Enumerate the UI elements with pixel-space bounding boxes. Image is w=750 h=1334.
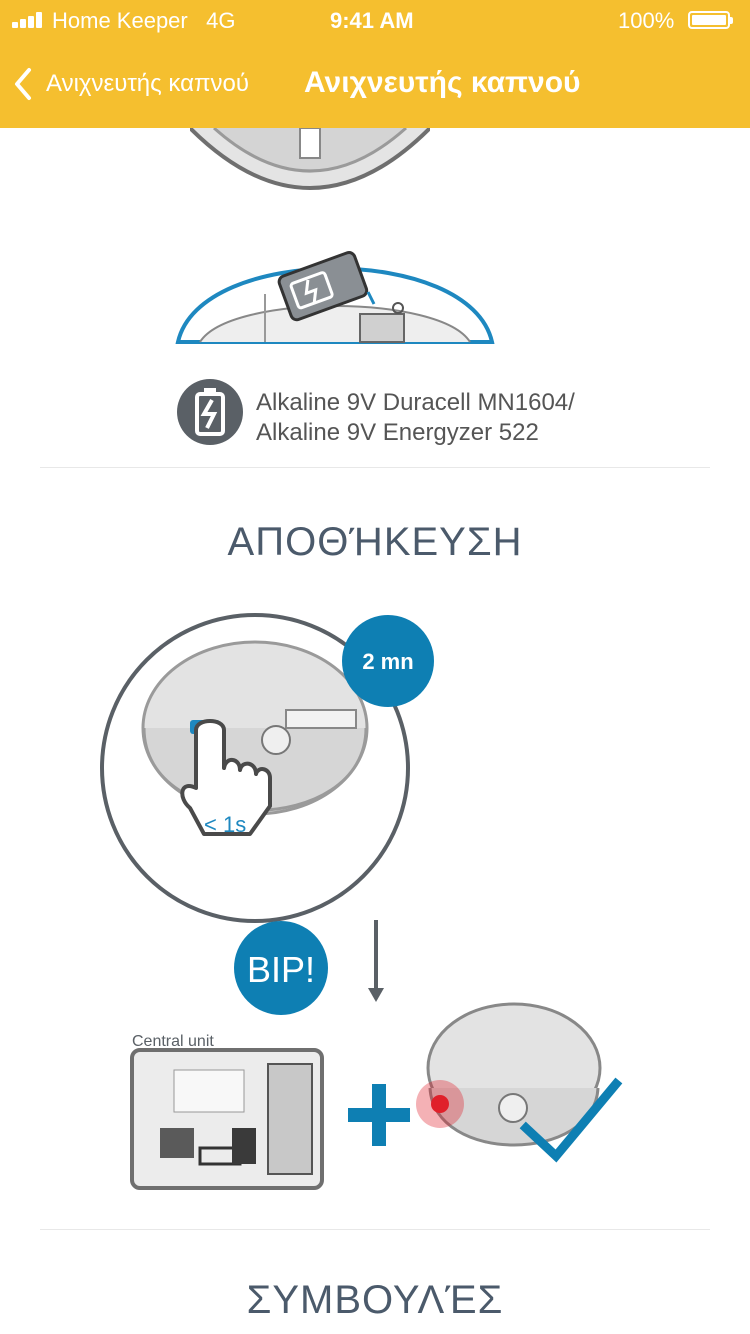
press-duration-label: < 1s [204,812,247,837]
battery-percent: 100% [618,8,675,33]
signal-icon [12,12,48,28]
battery-icon [176,378,244,446]
battery-install-illustration [170,224,500,346]
back-button-label: Ανιχνευτής καπνού [46,70,250,97]
battery-type-note [256,388,575,448]
status-bar [0,0,750,40]
battery-icon [688,11,730,29]
network-type: 4G [206,8,236,33]
carrier-name: Home Keeper 4G [52,8,236,33]
storage-illustration [100,608,650,1218]
central-unit-label: Central unit [132,1033,214,1050]
back-button[interactable] [14,62,249,106]
timer-badge-text: 2 mn [362,649,414,674]
section-title-storage: ΑΠΟΘΉΚΕΥΣΗ [227,520,523,564]
page-title: Ανιχνευτής καπνού [304,66,581,99]
nav-header [0,0,750,128]
divider [40,467,710,468]
beep-badge-text: BIP! [246,949,316,990]
smoke-detector-bottom-illustration [190,128,430,208]
scroll-content[interactable] [0,128,750,1334]
battery-type-line-1: Alkaline 9V Duracell MN1604/ [256,389,575,416]
status-time: 9:41 AM [330,8,414,33]
chevron-left-icon [14,67,32,101]
section-title-tips: ΣΥΜΒΟΥΛΈΣ [246,1278,504,1322]
battery-type-line-2: Alkaline 9V Energyzer 522 [256,419,539,446]
divider [40,1229,710,1230]
